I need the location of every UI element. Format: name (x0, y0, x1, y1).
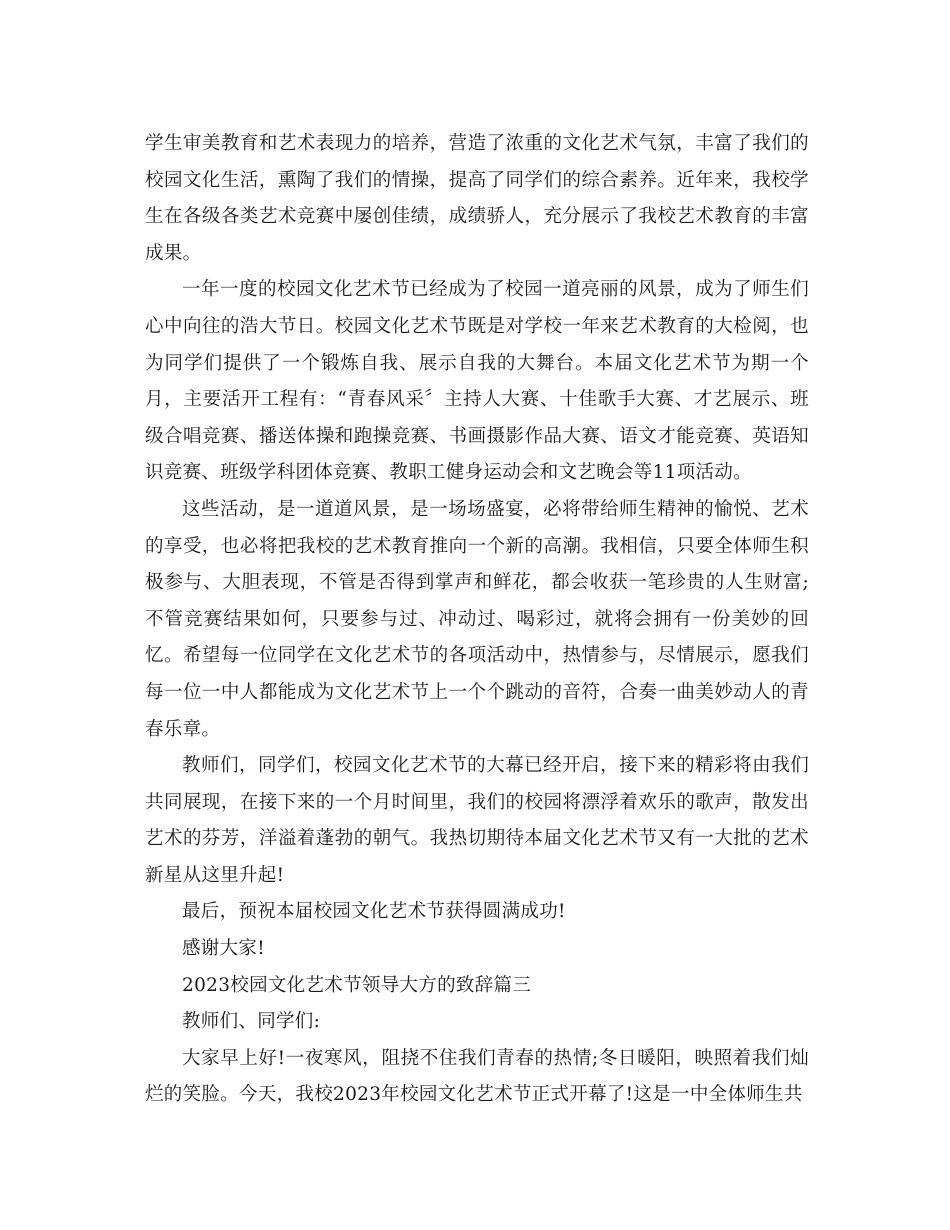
salutation: 教师们、同学们: (182, 1011, 321, 1033)
paragraph-thanks: 感谢大家! (182, 938, 265, 960)
paragraph-call-to-action: 教师们，同学们，校园文化艺术节的大幕已经开启，接下来的精彩将由我们共同展现，在接下来的一个月时间里，我们的校园将漂浮着欢乐的歌声，散发出艺术的芬芳，洋溢着蓬勃的朝气。我热切期待本届文化艺术节又有一大批的艺术新星从这里升起! (145, 755, 809, 886)
paragraph-opening: 大家早上好!一夜寒风，阻挠不住我们青春的热情;冬日暖阳，映照着我们灿烂的笑脸。今天，我校2023年校园文化艺术节正式开幕了!这是一中全体师生共 (145, 1047, 809, 1106)
paragraph-activities: 这些活动，是一道道风景，是一场场盛宴，必将带给师生精神的愉悦、艺术的享受，也必将把我校的艺术教育推向一个新的高潮。我相信，只要全体师生积极参与、大胆表现，不管是否得到掌声和鲜花，都会收获一笔珍贵的人生财富;不管竞赛结果如何，只要参与过、冲动过、喝彩过，就将会拥有一份美妙的回忆。希望每一位同学在文化艺术节的各项活动中，热情参与，尽情展示，愿我们每一位一中人都能成为文化艺术节上一个个跳动的音符，合奏一曲美妙动人的青春乐章。 (145, 498, 809, 740)
document-body (145, 126, 809, 1114)
section-heading: 2023校园文化艺术节领导大方的致辞篇三 (182, 974, 532, 996)
paragraph-wish: 最后，预祝本届校园文化艺术节获得圆满成功! (182, 901, 566, 923)
paragraph-festival-intro: 一年一度的校园文化艺术节已经成为了校园一道亮丽的风景，成为了师生们心中向往的浩大节日。校园文化艺术节既是对学校一年来艺术教育的大检阅，也为同学们提供了一个锻炼自我、展示自我的大舞台。本届文化艺术节为期一个月，主要活开工程有：“青春风采〞主持人大赛、十佳歌手大赛、才艺展示、班级合唱竞赛、播送体操和跑操竞赛、书画摄影作品大赛、语文才能竞赛、英语知识竞赛、班级学科团体竞赛、教职工健身运动会和文艺晚会等11项活动。 (145, 279, 809, 484)
paragraph-continuation: 学生审美教育和艺术表现力的培养，营造了浓重的文化艺术气氛，丰富了我们的校园文化生活，熏陶了我们的情操，提高了同学们的综合素养。近年来，我校学生在各级各类艺术竞赛中屡创佳绩，成绩骄人，充分展示了我校艺术教育的丰富成果。 (145, 133, 809, 264)
